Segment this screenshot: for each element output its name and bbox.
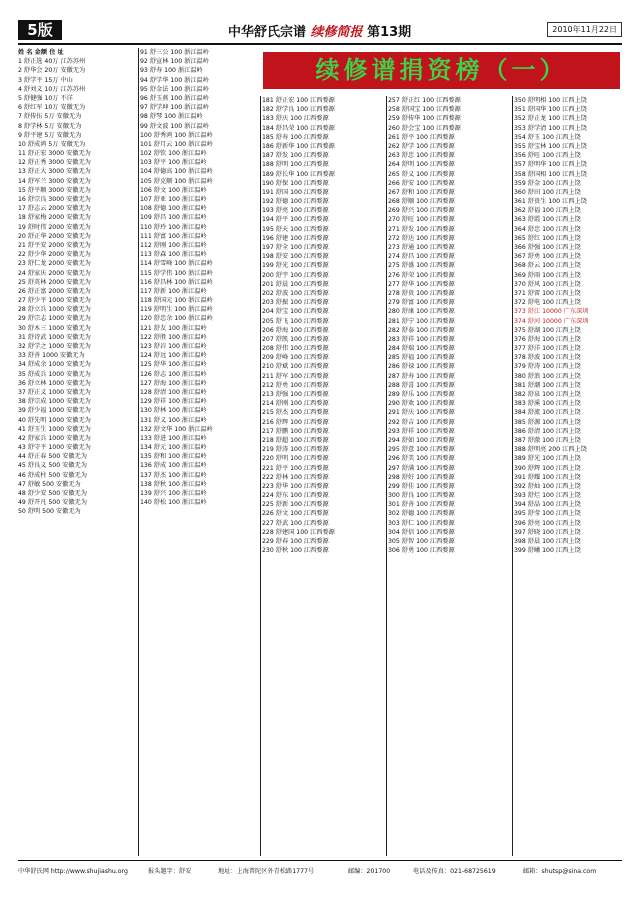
donor-row: 272 舒达 100 江西婺源 [388,234,455,242]
donor-row: 391 舒耀 100 江西上饶 [514,473,581,481]
donor-row: 21 舒平安 2000 安徽无为 [18,241,91,249]
donor-row: 194 舒平 100 江西婺源 [262,216,329,224]
donor-row: 270 舒旺 100 江西婺源 [388,216,455,224]
donor-row: 289 舒乐 100 江西婺源 [388,391,455,398]
donor-row: 192 舒德 100 江西婺源 [262,198,329,206]
donor-row: 138 舒秋 100 浙江温岭 [140,480,207,488]
donor-row: 135 舒和 100 浙江温岭 [140,453,207,461]
donor-row: 182 舒学良 100 江西婺源 [262,106,335,114]
title-banner [263,52,620,89]
donor-row: 390 舒辉 100 江西上饶 [514,464,581,472]
donor-row: 369 舒雨 100 江西上饶 [514,271,581,279]
donor-row: 394 舒晶 100 江西上饶 [514,501,581,509]
donor-row: 112 舒刚 100 浙江温岭 [140,241,207,249]
donor-row: 381 舒潮 100 江西上饶 [514,381,581,389]
donor-row: 222 舒林 100 江西婺源 [262,473,329,481]
donor-row: 130 舒林 100 浙江温岭 [140,407,207,415]
donor-row: 211 舒军 100 江西婺源 [262,372,329,380]
donor-row: 215 舒杰 100 江西婺源 [262,409,329,417]
footer-editor: 报头题字：舒安 [148,868,192,875]
donor-row: 386 舒清 100 江西上饶 [514,427,581,435]
donor-row: 207 舒凯 100 江西婺源 [262,335,329,343]
donor-row: 378 舒波 100 江西上饶 [514,354,581,362]
donor-row: 368 舒云 100 江西上饶 [514,262,581,270]
donor-row: 6 舒红军 10万 安徽无为 [18,104,86,112]
donor-row: 202 舒波 100 江西婺源 [262,289,329,297]
donor-row: 227 舒武 100 江西婺源 [262,519,329,527]
donor-row: 212 舒勇 100 江西婺源 [262,381,329,389]
donor-row: 281 舒宁 100 江西婺源 [388,317,455,325]
donor-column-2 [140,48,258,856]
donor-row: 120 舒忠余 100 浙江温岭 [140,315,213,323]
donor-row: 284 舒瑞 100 江西婺源 [388,345,455,353]
donor-row: 377 舒洋 100 江西上饶 [514,345,581,353]
donor-row: 27 舒少平 1000 安徽无为 [18,297,91,305]
donor-row: 131 舒义 100 浙江温岭 [140,416,207,424]
donor-row: 9 舒平建 5万 安徽无为 [18,131,82,139]
donor-row: 214 舒刚 100 江西婺源 [262,400,329,408]
donor-row: 291 舒庆 100 江西婺源 [388,409,455,417]
donor-row: 286 舒禄 100 江西婺源 [388,363,455,371]
donor-row: 396 舒亮 100 江西上饶 [514,519,581,527]
donor-row: 2 舒华会 20万 安徽无为 [18,67,86,75]
donor-row: 290 舒欢 100 江西婺源 [388,400,455,408]
donor-row: 114 舒雪峰 100 浙江温岭 [140,260,213,268]
donor-row: 123 舒岩 100 浙江温岭 [140,343,207,350]
donor-row: 128 舒清 100 浙江温岭 [140,388,207,396]
donor-row: 306 舒勇 100 江西婺源 [388,547,455,555]
donor-row: 92 舒宣林 100 浙江温岭 [140,58,209,66]
donor-row: 370 舒风 100 江西上饶 [514,280,581,288]
donor-row: 199 舒光 100 江西婺源 [262,262,329,270]
donor-row: 47 舒敏 500 安徽无为 [18,480,81,488]
donor-row: 296 舒美 100 江西婺源 [388,455,455,463]
donor-row: 301 舒善 100 江西婺源 [388,501,455,509]
donor-row: 282 舒泰 100 江西婺源 [388,326,455,334]
donor-row: 15 舒平顺 3000 安徽无为 [18,186,91,194]
donor-row: 40 舒先明 1000 安徽无为 [18,416,91,424]
donor-row: 30 舒木三 1000 安徽无为 [18,324,91,332]
donor-row: 49 舒开凡 500 安徽无为 [18,499,87,507]
donor-row: 102 舒钦 100 浙江温岭 [140,150,207,158]
donor-row: 265 舒义 100 江西婺源 [388,170,455,178]
donor-row: 375 舒湖 100 江西上饶 [514,326,581,334]
issue-number: 第13期 [367,25,412,40]
donor-row: 397 舒晓 100 江西上饶 [514,528,581,536]
donor-column-1 [18,48,136,856]
donor-row: 260 舒会宝 100 江西婺源 [388,124,461,132]
donor-row: 355 舒宝林 100 江西上饶 [514,142,587,150]
donor-row: 367 舒勇 100 江西上饶 [514,253,581,261]
donor-row: 219 舒涛 100 江西婺源 [262,446,329,454]
donor-row: 34 舒成余 1000 安徽无为 [18,361,91,369]
donor-row: 110 舒玲 100 浙江温岭 [140,223,207,231]
donor-row: 8 舒学林 5万 安徽无为 [18,122,82,130]
donor-row: 389 舒光 100 江西上饶 [514,455,581,463]
donor-row: 103 舒平 100 浙江温岭 [140,159,207,167]
donor-row: 385 舒源 100 江西上饶 [514,418,581,426]
donor-row: 13 舒正大 3000 安徽无为 [18,168,91,176]
donor-row: 268 舒顺 100 江西婺源 [388,198,455,206]
donor-row: 357 舒明华 100 江西上饶 [514,161,587,169]
donor-row: 297 舒满 100 江西婺源 [388,464,455,472]
donor-row: 271 舒发 100 江西婺源 [388,225,455,233]
donor-row: 99 舒文波 100 浙江温岭 [140,122,209,130]
donor-row: 365 舒红 100 江西上饶 [514,234,581,242]
donor-row: 209 舒峰 100 江西婺源 [262,354,329,362]
header-rule [18,43,622,45]
donor-row: 363 舒霞 100 江西上饶 [514,216,581,224]
donor-row: 122 舒胜 100 浙江温岭 [140,333,207,341]
donor-row: 46 舒成柱 500 安徽无为 [18,471,87,479]
donor-row: 18 舒家梅 2000 安徽无为 [18,214,91,222]
footer-rule [18,860,622,861]
donor-row: 101 舒月云 100 浙江温岭 [140,140,213,148]
donor-row: 108 舒德 100 浙江温岭 [140,205,207,213]
donor-row: 181 舒正宏 100 江西婺源 [262,97,335,104]
donor-row: 392 舒灿 100 江西上饶 [514,482,581,490]
donor-row: 384 舒流 100 江西上饶 [514,409,581,417]
donor-row: 362 舒福 100 江西上饶 [514,207,581,215]
donor-row: 354 舒玉 100 江西上饶 [514,133,581,141]
donor-column-4 [388,96,510,856]
donor-row: 279 舒富 100 江西婺源 [388,299,455,307]
donor-row: 189 舒长华 100 江西婺源 [262,170,335,178]
donor-row: 137 舒杰 100 浙江温岭 [140,471,207,479]
donor-row: 134 舒元 100 浙江温岭 [140,444,207,452]
donor-row: 197 舒全 100 江西婺源 [262,244,329,251]
donor-row: 183 舒庆 100 江西婺源 [262,115,329,123]
donor-row: 358 舒国相 100 江西上饶 [514,170,587,178]
donor-row: 376 舒海 100 江西上饶 [514,335,581,343]
donor-row: 43 舒守平 1000 安徽无为 [18,444,91,452]
donor-row: 294 舒如 100 江西婺源 [388,436,455,444]
donor-row: 350 舒明相 100 江西上饶 [514,97,587,104]
footer-postcode: 邮编：201700 [348,868,391,875]
donor-row: 121 舒友 100 浙江温岭 [140,324,207,332]
donor-row: 359 舒金 100 江西上饶 [514,179,581,187]
donor-row: 353 舒学清 100 江西上饶 [514,124,587,132]
donor-row: 366 舒强 100 江西上饶 [514,244,581,251]
donor-row: 263 舒忠 100 江西婺源 [388,152,455,160]
donor-row: 3 舒学平 15万 中山 [18,76,73,84]
donor-row: 193 舒亮 100 江西婺源 [262,207,329,215]
donor-row: 10 舒成鸿 5万 安徽无为 [18,140,86,148]
donor-row: 198 舒安 100 江西婺源 [262,253,329,261]
donor-row: 42 舒家兵 1000 安徽无为 [18,434,91,442]
donor-row: 5 舒健强 10万 不详 [18,94,73,102]
donor-row: 4 舒刘义 10万 江苏苏州 [18,85,86,93]
donor-row: 115 舒学伟 100 浙江温岭 [140,269,213,277]
donor-row: 185 舒寿 100 江西婺源 [262,133,329,141]
donor-row: 298 舒好 100 江西婺源 [388,473,455,481]
donor-row: 109 舒昌 100 浙江温岭 [140,214,207,222]
donor-row: 12 舒正秀 3000 安徽无为 [18,159,91,167]
donor-row: 36 舒立林 1000 安徽无为 [18,379,91,387]
column-divider [260,96,261,856]
donor-row: 93 舒寿 100 浙江温岭 [140,67,203,75]
donor-row: 124 舒远 100 浙江温岭 [140,352,207,360]
edition-badge: 5版 [18,20,62,40]
donor-row: 7 舒传伍 5万 安徽无为 [18,113,82,121]
donor-row: 230 舒秋 100 江西婺源 [262,547,329,555]
donor-row: 259 舒传华 100 江西婺源 [388,115,461,123]
footer-email: 邮箱：shutsp@sina.com [523,868,597,875]
donor-row: 287 舒寿 100 江西婺源 [388,372,455,380]
donor-row: 295 舒意 100 江西婺源 [388,446,455,454]
donor-row: 374 舒河 10000 广东深圳 [514,317,589,325]
donor-row: 35 舒成兵 1000 安徽无为 [18,370,91,378]
donor-row: 206 舒海 100 江西婺源 [262,326,329,334]
donor-row: 371 舒雷 100 江西上饶 [514,289,581,297]
donor-row: 16 舒宗良 3000 安徽无为 [18,196,91,203]
donor-row: 373 舒江 10000 广东深圳 [514,308,589,316]
donor-row: 191 舒国 100 江西婺源 [262,188,329,196]
donor-row: 229 舒春 100 江西婺源 [262,538,329,545]
donor-row: 26 舒正富 2000 安徽无为 [18,287,91,295]
banner-text: 续修谱捐资榜（一） [315,56,568,84]
donor-row: 277 舒华 100 江西婺源 [388,280,455,288]
donor-row: 201 舒晨 100 江西婺源 [262,280,329,288]
donor-row: 196 舒建 100 江西婺源 [262,234,329,242]
donor-row: 305 舒智 100 江西婺源 [388,538,455,545]
donor-row: 262 舒学 100 江西婺源 [388,142,455,150]
donor-row: 44 舒正春 500 安徽无为 [18,453,87,461]
donor-row: 356 舒旺 100 江西上饶 [514,152,581,160]
donor-row: 278 舒贵 100 江西婺源 [388,289,455,297]
donor-row: 22 舒少华 2000 安徽无为 [18,251,91,259]
donor-row: 204 舒宝 100 江西婺源 [262,308,329,316]
donor-row: 288 舒喜 100 江西婺源 [388,381,455,389]
donor-row: 139 舒兴 100 浙江温岭 [140,490,207,497]
donor-row: 210 舒斌 100 江西婺源 [262,363,329,371]
donor-row: 105 舒克顺 100 浙江温岭 [140,177,213,185]
donor-row: 45 舒良义 500 安徽无为 [18,462,87,470]
donor-row: 285 舒福 100 江西婺源 [388,354,455,362]
donor-row: 364 舒忠 100 江西上饶 [514,225,581,233]
donor-row: 205 舒飞 100 江西婺源 [262,317,329,325]
donor-row: 393 舒烂 100 江西上饶 [514,492,581,500]
donor-row: 304 舒信 100 江西婺源 [388,528,455,536]
donor-row: 216 舒辉 100 江西婺源 [262,418,329,426]
donor-row: 17 舒志云 2000 安徽无为 [18,205,91,213]
masthead-prefix: 中华舒氏宗谱 [228,25,307,40]
donor-row: 217 舒鹏 100 江西婺源 [262,427,329,435]
donor-row: 293 舒祥 100 江西婺源 [388,427,455,435]
footer-site: 中华舒氏网 http://www.shujiashu.org [18,868,128,875]
donor-row: 104 舒德高 100 浙江温岭 [140,168,213,176]
donor-row: 220 舒明 100 江西婺源 [262,455,329,463]
donor-row: 258 舒国宝 100 江西婺源 [388,106,461,114]
donor-row: 100 舒秀鸿 100 浙江温岭 [140,131,213,139]
donor-column-3 [262,96,384,856]
donor-row: 187 舒发 100 江西婺源 [262,152,329,160]
donor-row: 261 舒平 100 江西婺源 [388,133,455,141]
column-divider [386,96,387,856]
footer-phone: 电话及传真：021-68725619 [413,868,496,875]
donor-row: 111 舒富 100 浙江温岭 [140,232,207,240]
donor-row: 32 舒学之 1000 安徽无为 [18,343,91,350]
donor-row: 106 舒文 100 浙江温岭 [140,186,207,194]
donor-row: 399 舒曦 100 江西上饶 [514,547,581,555]
donor-row: 96 舒玉燕 100 浙江温岭 [140,94,209,102]
donor-row: 186 舒新华 100 江西婺源 [262,142,335,150]
donor-row: 95 舒金法 100 浙江温岭 [140,85,209,93]
donor-row: 351 舒国华 100 江西上饶 [514,106,587,114]
donor-row: 11 舒正宏 3000 安徽无为 [18,150,91,158]
donor-row: 224 舒东 100 江西婺源 [262,492,329,500]
donor-row: 25 舒英林 2000 安徽无为 [18,278,91,286]
donor-row: 257 舒正红 100 江西婺源 [388,97,461,104]
donor-row: 223 舒华 100 江西婺源 [262,482,329,490]
donor-row: 48 舒少安 500 安徽无为 [18,490,87,497]
donor-row: 184 舒昌荣 100 江西婺源 [262,124,335,132]
donor-row: 195 舒天 100 江西婺源 [262,225,329,233]
donor-column-5 [514,96,622,856]
donor-row: 23 舒仁龙 2000 安徽无为 [18,260,91,268]
donor-row: 226 舒文 100 江西婺源 [262,510,329,518]
donor-row: 113 舒森 100 浙江温岭 [140,251,207,259]
donor-row: 379 舒涛 100 江西上饶 [514,363,581,371]
donor-row: 29 舒宗志 1000 安徽无为 [18,315,91,323]
footer-address: 地址：上海普陀区外青松路1777号 [218,868,315,875]
donor-row: 275 舒盛 100 江西婺源 [388,262,455,270]
donor-row: 395 舒莹 100 江西上饶 [514,510,581,518]
donor-row: 133 舒进 100 浙江温岭 [140,434,207,442]
donor-row: 388 舒明亮 200 江西上饶 [514,446,587,454]
donor-row: 200 舒宇 100 江西婺源 [262,271,329,279]
donor-row: 28 舒立兵 1000 安徽无为 [18,306,91,314]
donor-row: 24 舒家庆 2000 安徽无为 [18,269,91,277]
donor-row: 225 舒新 100 江西婺源 [262,501,329,509]
donor-row: 382 舒泉 100 江西上饶 [514,391,581,398]
donor-row: 126 舒志 100 浙江温岭 [140,370,207,378]
donor-row: 37 舒正义 1000 安徽无为 [18,388,91,396]
donor-row: 266 舒安 100 江西婺源 [388,179,455,187]
donor-row: 300 舒良 100 江西婺源 [388,492,455,500]
column-divider [138,48,139,856]
donor-row: 132 舒文华 100 浙江温岭 [140,425,213,433]
donor-row: 125 舒华 100 浙江温岭 [140,361,207,369]
donor-row: 302 舒德 100 江西婺源 [388,510,455,518]
donor-row: 119 舒明生 100 浙江温岭 [140,306,213,314]
donor-row: 94 舒学华 100 浙江温岭 [140,76,209,84]
donor-row: 127 舒海 100 浙江温岭 [140,379,207,387]
donor-row: 39 舒少福 1000 安徽无为 [18,407,91,415]
donor-row: 19 舒时伟 2000 安徽无为 [18,223,91,231]
donor-row: 380 舒浪 100 江西上饶 [514,372,581,380]
donor-row: 273 舒通 100 江西婺源 [388,244,455,251]
donor-row: 107 舒亚 100 浙江温岭 [140,196,207,203]
donor-row: 188 舒明 100 江西婺源 [262,161,329,169]
donor-row: 97 舒学坤 100 浙江温岭 [140,104,209,112]
donor-row: 140 舒松 100 浙江温岭 [140,499,207,507]
donor-row: 213 舒强 100 江西婺源 [262,391,329,398]
issue-date: 2010年11月22日 [547,22,622,37]
donor-row: 218 舒超 100 江西婺源 [262,436,329,444]
donor-row: 20 舒正华 2000 安徽无为 [18,232,91,240]
donor-row: 129 舒祥 100 浙江温岭 [140,398,207,406]
donor-row: 117 舒新 100 浙江温岭 [140,287,207,295]
donor-row: 208 舒伟 100 江西婺源 [262,345,329,353]
masthead-brand: 续修简报 [310,25,363,40]
donor-row: 361 舒贵生 100 江西上饶 [514,198,587,206]
donor-row: 372 舒电 100 江西上饶 [514,299,581,307]
donor-row: 38 舒宗成 1000 安徽无为 [18,398,91,406]
page-header [18,20,622,42]
donor-row: 292 舒吉 100 江西婺源 [388,418,455,426]
donor-row: 136 舒成 100 浙江温岭 [140,462,207,470]
donor-row: 398 舒晨 100 江西上饶 [514,538,581,545]
donor-row: 383 舒溪 100 江西上饶 [514,400,581,408]
donor-row: 280 舒康 100 江西婺源 [388,308,455,316]
donor-row: 221 舒平 100 江西婺源 [262,464,329,472]
donor-row: 33 舒善 1000 安徽无为 [18,352,85,360]
donor-row: 274 舒昌 100 江西婺源 [388,253,455,261]
donor-row: 190 舒保 100 江西婺源 [262,179,329,187]
donor-row: 14 舒军兰 3000 安徽无为 [18,177,91,185]
donor-row: 41 舒玉生 1000 安徽无为 [18,425,91,433]
donor-row: 387 舒澈 100 江西上饶 [514,436,581,444]
donor-row: 203 舒振 100 江西婺源 [262,299,329,307]
donor-row: 360 舒田 100 江西上饶 [514,188,581,196]
donor-row: 98 舒琴 100 浙江温岭 [140,113,203,121]
donor-row: 269 舒兴 100 江西婺源 [388,207,455,215]
donor-row: 31 舒诗武 1000 安徽无为 [18,333,91,341]
donor-row: 50 舒明 500 安徽无为 [18,508,81,516]
donor-row: 228 舒建国 100 江西婺源 [262,528,335,536]
donor-row: 267 舒和 100 江西婺源 [388,188,455,196]
donor-row: 264 舒明 100 江西婺源 [388,161,455,169]
donor-row: 276 舒荣 100 江西婺源 [388,271,455,279]
column-divider [512,96,513,856]
donor-row: 1 舒正选 40万 江苏苏州 [18,58,86,66]
donor-row: 118 舒国元 100 浙江温岭 [140,297,213,305]
donor-row: 116 舒昌林 100 浙江温岭 [140,278,213,286]
column-header: 姓 名 金额 住 址 [18,49,64,56]
donor-row: 283 舒祥 100 江西婺源 [388,335,455,343]
donor-row: 91 舒三公 100 浙江温岭 [140,49,209,56]
donor-row: 352 舒正龙 100 江西上饶 [514,115,587,123]
donor-row: 299 舒佳 100 江西婺源 [388,482,455,490]
donor-row: 303 舒仁 100 江西婺源 [388,519,455,527]
masthead [228,21,411,40]
